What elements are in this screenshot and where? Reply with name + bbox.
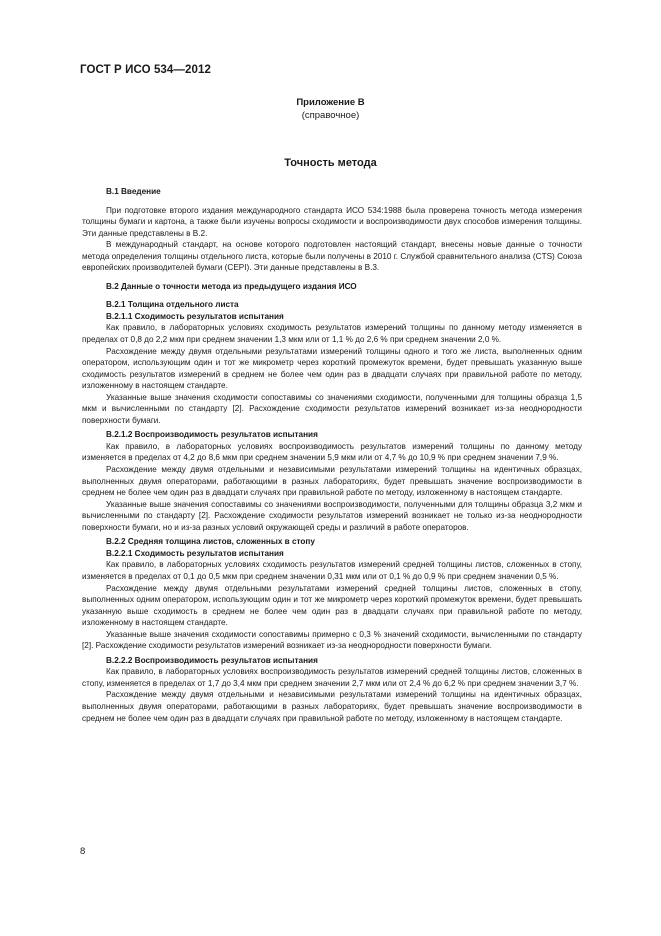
heading-b222: В.2.2.2 Воспроизводимость результатов испытания [106,655,318,665]
heading-b211: В.2.1.1 Сходимость результатов испытания [106,311,284,321]
paragraph: Как правило, в лабораторных условиях сходимость результатов измерений толщины по данному методу изменяется в пределах от 0,8 до 2,2 мкм при среднем значении 1,3 мкм или от 1,1 % до 2,6 % при среднем значении 2,0 %. [82,323,582,345]
paragraph: Указанные выше значения сопоставимы со значениями воспроизводимости, полученными для толщины образца 3,2 мкм и вычисленными по стандарту [2]. Расхождение сходимости результатов измерений возникает не только из-за неоднородности поверхности бумаги, но и из-за разных условий окружающей среды и различий в работе операторов. [82,499,582,532]
paragraph: Расхождение между двумя отдельными и независимыми результатами измерений толщины на идентичных образцах, выполненных двумя операторами, работающими в разных лабораториях, будет превышать значение воспроизводимости в среднем не более чем один раз в двадцати случаях при правильной работе по методу, изложенному в настоящем стандарте. [82,465,582,498]
paragraph: Расхождение между двумя отдельными результатами измерений толщины одного и того же листа, выполненных одним оператором, использующим один и тот же микрометр через короткий промежуток времени, будет превышать указанную выше сходимость результатов измерений в среднем не более чем один раз в двадцати случаях при правильной работе по методу, изложенному в настоящем стандарте. [82,346,582,391]
heading-b22: В.2.2 Средняя толщина листов, сложенных в стопу [106,537,315,547]
document-id: ГОСТ Р ИСО 534—2012 [80,64,212,76]
paragraph: Указанные выше значения сходимости сопоставимы примерно с 0,3 % значений сходимости, вычисленными по стандарту [2]. Расхождение сходимости результатов измерений возникает из-за неоднородности поверхности бумаги. [82,629,582,651]
paragraph: Как правило, в лабораторных условиях воспроизводимость результатов измерений толщины по данному методу изменяется в пределах от 4,2 до 8,6 мкм при среднем значении 5,9 мкм или от 4,7 % до 10,9 % при среднем значении 7,9 %. [82,441,582,463]
heading-b2: В.2 Данные о точности метода из предыдущего издания ИСО [106,281,357,291]
heading-b221: В.2.2.1 Сходимость результатов испытания [106,548,284,558]
paragraph: При подготовке второго издания международного стандарта ИСО 534:1988 была проверена точность метода измерения толщины бумаги и картона, а также были изучены вопросы сходимости и воспроизводимости двух способов измерения толщины. Эти данные представлены в В.2. [82,205,582,238]
appendix-title: Приложение В [296,97,365,108]
heading-b21: В.2.1 Толщина отдельного листа [106,300,239,310]
appendix-note: (справочное) [301,110,360,121]
page-number: 8 [80,846,86,857]
paragraph: Как правило, в лабораторных условиях воспроизводимость результатов измерений средней толщины листов, сложенных в стопу, изменяется в пределах от 1,7 до 3,4 мкм при среднем значении 2,7 мкм или от 2,4 % до 6,2 % при среднем значении 3,7 %. [82,667,582,688]
section-title: Точность метода [284,157,377,169]
paragraph: Указанные выше значения сходимости сопоставимы со значениями сходимости, полученными для толщины образца 1,5 мкм и вычисленными по стандарту [2]. Расхождение сходимости результатов измерений возникает из-за неоднородности поверхности бумаги. [82,392,582,425]
paragraph: Расхождение между двумя отдельными результатами измерений средней толщины листов, сложенных в стопу, выполненных одним оператором, использующим один и тот же микрометр через короткий промежуток времени, будет превышать указанную выше сходимость в среднем не более чем один раз в двадцати случаях при правильной работе по методу, изложенному в настоящем стандарте. [82,583,582,628]
paragraph: Расхождение между двумя отдельными и независимыми результатами измерений толщины на идентичных образцах, выполненных двумя операторами, работающими в разных лабораториях, будет превышать значение воспроизводимости в среднем не более чем один раз в двадцати случаях при правильной работе по методу, изложенному в настоящем стандарте. [82,690,582,723]
heading-b212: В.2.1.2 Воспроизводимость результатов испытания [106,430,318,440]
document-body [82,186,582,724]
heading-b1: В.1 Введение [106,187,161,196]
paragraph: В международный стандарт, на основе которого подготовлен настоящий стандарт, внесены новые данные о точности метода определения толщины отдельного листа, которые были получены в 2010 г. Службой сравнительного анализа (CTS) Союза европейских производителей бумаги (CEPI). Эти данные представлены в В.3. [82,240,582,273]
paragraph: Как правило, в лабораторных условиях сходимость результатов измерений средней толщины листов, сложенных в стопу, изменяется в пределах от 0,1 до 0,5 мкм при среднем значении 0,31 мкм или от 0,1 % до 0,9 % при среднем значении 0,5 %. [82,560,582,581]
